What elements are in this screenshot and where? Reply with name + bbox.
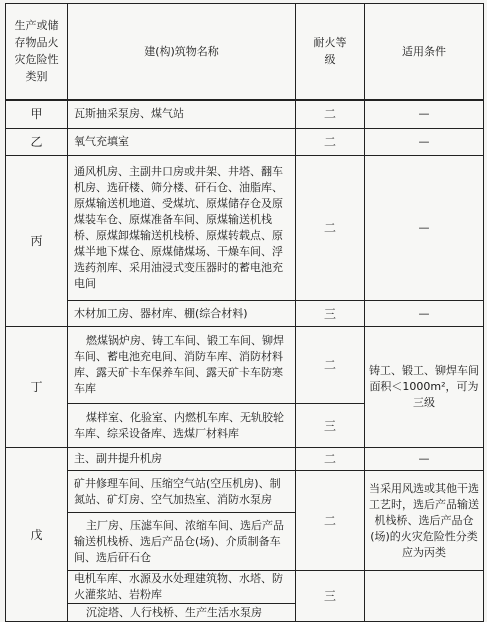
condition-cell: 铸工、锻工、铆焊车间面积＜1000m²，可为三级 xyxy=(365,327,484,448)
condition-cell: — xyxy=(365,129,484,156)
header-row xyxy=(6,4,484,100)
building-cell: 矿井修理车间、压缩空气站(空压机房)、制氮站、矿灯房、空气加热室、消防水泵房 xyxy=(68,471,296,513)
building-cell: 煤样室、化验室、内燃机车库、无轨胶轮车库、综采设备库、选煤厂材料库 xyxy=(68,404,296,448)
table-row xyxy=(6,327,484,404)
building-cell: 氧气充填室 xyxy=(68,129,296,156)
header-category: 生产或储存物品火灾危险性类别 xyxy=(6,4,68,100)
building-cell: 通风机房、主副井口房或井架、井塔、翻车机房、选矸楼、筛分楼、矸石仓、油脂库、原煤输送机地道、受煤坑、原煤储存仓及原煤装车仓、原煤准备车间、原煤输送机栈桥、原煤卸煤输送机栈桥、原煤转载点、原煤半地下煤仓、原煤储煤场、干燥车间、浮选药剂库、采用油浸式变压器时的蓄电池充电间 xyxy=(68,156,296,301)
header-grade: 耐火等级 xyxy=(296,4,365,100)
category-cell: 丙 xyxy=(6,156,68,327)
building-cell: 沉淀塔、人行栈桥、生产生活水泵房 xyxy=(68,604,296,622)
table-row xyxy=(6,571,484,604)
grade-cell: 三 xyxy=(296,571,365,622)
building-cell: 主厂房、压滤车间、浓缩车间、选后产品输送机栈桥、选后产品仓(场)、介质制备车间、选后矸石仓 xyxy=(68,513,296,571)
category-cell: 戊 xyxy=(6,448,68,622)
condition-cell: — xyxy=(365,156,484,301)
grade-cell: 三 xyxy=(296,301,365,327)
building-cell: 木材加工房、器材库、棚(综合材料) xyxy=(68,301,296,327)
grade-cell: 二 xyxy=(296,471,365,571)
table-row xyxy=(6,301,484,327)
table-row xyxy=(6,129,484,156)
fire-resistance-table xyxy=(5,3,484,622)
condition-cell: 当采用风选或其他干选工艺时，选后产品输送机栈桥、选后产品仓(场)的火灾危险性分类应为丙类 xyxy=(365,471,484,571)
grade-cell: 二 xyxy=(296,129,365,156)
condition-cell: — xyxy=(365,448,484,471)
building-cell: 主、副井提升机房 xyxy=(68,448,296,471)
condition-cell xyxy=(365,571,484,622)
table-row xyxy=(6,100,484,129)
grade-cell: 二 xyxy=(296,448,365,471)
grade-cell: 三 xyxy=(296,404,365,448)
header-condition: 适用条件 xyxy=(365,4,484,100)
condition-cell: — xyxy=(365,301,484,327)
building-cell: 电机车库、水源及水处理建筑物、水塔、防火灌浆站、岩粉库 xyxy=(68,571,296,604)
category-cell: 乙 xyxy=(6,129,68,156)
grade-cell: 二 xyxy=(296,156,365,301)
building-cell: 瓦斯抽采泵房、煤气站 xyxy=(68,100,296,129)
building-cell: 燃煤锅炉房、铸工车间、锻工车间、铆焊车间、蓄电池充电间、消防车库、消防材料库、露天矿卡车保养车间、露天矿卡车防寒车库 xyxy=(68,327,296,404)
table-row xyxy=(6,471,484,513)
grade-cell: 二 xyxy=(296,327,365,404)
header-building: 建(构)筑物名称 xyxy=(68,4,296,100)
category-cell: 甲 xyxy=(6,100,68,129)
grade-cell: 二 xyxy=(296,100,365,129)
condition-cell: — xyxy=(365,100,484,129)
category-cell: 丁 xyxy=(6,327,68,448)
table-row xyxy=(6,156,484,301)
table-row xyxy=(6,448,484,471)
